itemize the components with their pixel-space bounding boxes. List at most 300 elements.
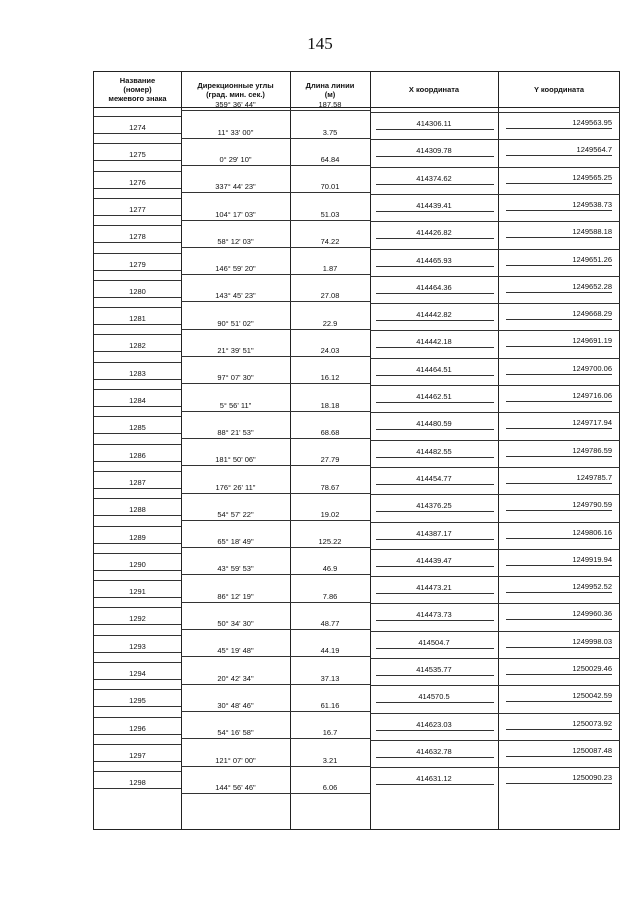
underline (290, 766, 370, 767)
row-line (94, 717, 181, 718)
row-line (498, 522, 620, 523)
direction-angle: 45° 19' 48" (217, 646, 254, 656)
point-name: 1279 (129, 259, 146, 269)
x-coordinate: 414480.59 (416, 419, 452, 429)
point-name: 1277 (129, 204, 146, 214)
row-line (370, 412, 498, 413)
underline (181, 602, 290, 603)
row-line (370, 221, 498, 222)
row-line (370, 740, 498, 741)
row-line (498, 112, 620, 113)
point-name: 1276 (129, 177, 146, 187)
page-number: 145 (307, 34, 333, 53)
underline (290, 711, 370, 712)
y-coordinate: 1250087.48 (572, 745, 612, 755)
point-name: 1292 (129, 614, 146, 624)
row-line (370, 112, 498, 113)
point-name: 1282 (129, 341, 146, 351)
underline (290, 411, 370, 412)
x-coordinate: 414465.93 (416, 255, 452, 265)
underline (290, 438, 370, 439)
underline (376, 429, 494, 430)
underline (290, 465, 370, 466)
point-name: 1291 (129, 587, 146, 597)
row-line (94, 171, 181, 172)
line-length: 19.02 (320, 509, 340, 519)
underline (181, 465, 290, 466)
row-line (94, 461, 181, 462)
underline (376, 511, 494, 512)
direction-angle: 121° 07' 00" (215, 755, 256, 765)
underline (181, 301, 290, 302)
row-line (94, 652, 181, 653)
x-coordinate: 414376.25 (416, 501, 452, 511)
line-length: 125.22 (318, 537, 342, 547)
y-coordinate: 1249588.18 (572, 227, 612, 237)
underline (506, 155, 612, 156)
underline (506, 128, 612, 129)
y-coordinate: 1250073.92 (572, 718, 612, 728)
underline (290, 520, 370, 521)
underline (506, 401, 612, 402)
header-x: X координата (408, 85, 460, 94)
underline (376, 320, 494, 321)
underline (376, 184, 494, 185)
row-line (370, 685, 498, 686)
row-line (94, 143, 181, 144)
row-line (370, 767, 498, 768)
underline (181, 356, 290, 357)
row-line (94, 706, 181, 707)
point-name: 1294 (129, 669, 146, 678)
direction-angle: 97° 07' 30" (217, 373, 254, 383)
row-line (498, 713, 620, 714)
direction-angle: 20° 42' 34" (217, 673, 254, 683)
row-line (370, 139, 498, 140)
x-coordinate: 414442.18 (416, 337, 452, 347)
point-name: 1275 (129, 150, 146, 160)
point-name: 1286 (129, 450, 146, 460)
line-length: 24.03 (320, 346, 340, 356)
underline (181, 629, 290, 630)
x-coordinate: 414631.12 (416, 774, 452, 784)
row-line (94, 133, 181, 134)
underline (506, 374, 612, 375)
row-line (498, 385, 620, 386)
header-name: Название (номер) межевого знака (108, 76, 167, 103)
point-name: 1290 (129, 559, 146, 569)
x-coordinate: 414306.11 (416, 119, 452, 128)
x-coordinate: 414632.78 (416, 746, 452, 756)
row-line (94, 788, 181, 789)
underline (290, 793, 370, 794)
row-line (498, 631, 620, 632)
row-line (370, 330, 498, 331)
row-line (94, 362, 181, 363)
underline (506, 483, 612, 484)
line-length: 7.86 (322, 591, 338, 601)
row-line (94, 280, 181, 281)
line-length: 61.16 (320, 700, 340, 710)
underline (376, 266, 494, 267)
row-line (94, 270, 181, 271)
underline (506, 237, 612, 238)
point-name: 1281 (129, 314, 146, 324)
x-coordinate: 414623.03 (416, 719, 452, 729)
direction-angle: 54° 16' 58" (217, 728, 254, 738)
row-line (498, 303, 620, 304)
underline (290, 110, 370, 111)
underline (181, 793, 290, 794)
row-line (370, 385, 498, 386)
underline (376, 539, 494, 540)
line-length: 6.06 (322, 782, 338, 792)
underline (181, 684, 290, 685)
underline (506, 346, 612, 347)
underline (290, 220, 370, 221)
underline (376, 648, 494, 649)
direction-angle: 176° 26' 11" (215, 482, 256, 492)
y-coordinate: 1249700.06 (572, 363, 612, 373)
underline (506, 783, 612, 784)
direction-angle: 11° 33' 00" (217, 127, 254, 137)
row-line (94, 635, 181, 636)
direction-angle: 21° 39' 51" (217, 346, 254, 356)
underline (506, 319, 612, 320)
underline (181, 493, 290, 494)
row-line (370, 467, 498, 468)
point-name: 1283 (129, 368, 146, 378)
direction-angle: 50° 34' 30" (217, 619, 254, 629)
row-line (498, 685, 620, 686)
underline (376, 457, 494, 458)
point-name: 1284 (129, 396, 146, 405)
header-y: Y координата (533, 85, 585, 94)
underline (181, 383, 290, 384)
row-line (370, 494, 498, 495)
row-line (498, 358, 620, 359)
row-line (94, 116, 181, 117)
line-length: 48.77 (320, 619, 340, 629)
row-line (370, 522, 498, 523)
row-line (498, 194, 620, 195)
direction-angle: 65° 18' 49" (217, 537, 254, 547)
line-length: 46.9 (322, 564, 338, 574)
underline (506, 456, 612, 457)
row-line (370, 603, 498, 604)
y-coordinate: 1250090.23 (572, 773, 612, 783)
row-line (370, 358, 498, 359)
underline (290, 656, 370, 657)
underline (181, 547, 290, 548)
direction-angle: 86° 12' 19" (217, 591, 254, 601)
underline (506, 538, 612, 539)
underline (506, 674, 612, 675)
row-line (498, 549, 620, 550)
row-line (94, 761, 181, 762)
row-line (94, 734, 181, 735)
line-length: 78.67 (320, 482, 340, 492)
x-coordinate: 414473.73 (416, 610, 452, 620)
y-coordinate: 1249538.73 (572, 199, 612, 209)
x-coordinate: 414504.7 (418, 637, 450, 647)
y-coordinate: 1249563.95 (572, 118, 612, 127)
line-length: 16.12 (320, 373, 340, 383)
row-line (94, 515, 181, 516)
line-length: 16.7 (322, 728, 338, 738)
row-line (94, 307, 181, 308)
row-line (94, 188, 181, 189)
row-line (94, 225, 181, 226)
direction-angle: 5° 56' 11" (219, 400, 252, 410)
row-line (94, 624, 181, 625)
underline (290, 138, 370, 139)
underline (290, 192, 370, 193)
row-line (94, 324, 181, 325)
line-length: 187.58 (318, 100, 342, 110)
line-length: 37.13 (320, 673, 340, 683)
y-coordinate: 1249998.03 (572, 636, 612, 646)
row-line (370, 440, 498, 441)
underline (506, 265, 612, 266)
point-name: 1288 (129, 505, 146, 515)
y-coordinate: 1249716.06 (572, 391, 612, 400)
underline (181, 574, 290, 575)
row-line (498, 603, 620, 604)
x-coordinate: 414462.51 (416, 392, 452, 401)
underline (506, 701, 612, 702)
underline (376, 375, 494, 376)
underline (290, 602, 370, 603)
underline (290, 356, 370, 357)
x-coordinate: 414439.47 (416, 555, 452, 565)
underline (290, 547, 370, 548)
point-name: 1285 (129, 423, 146, 433)
underline (290, 629, 370, 630)
row-line (94, 215, 181, 216)
row-line (94, 297, 181, 298)
row-line (94, 526, 181, 527)
row-line (94, 416, 181, 417)
y-coordinate: 1249786.59 (572, 445, 612, 455)
underline (376, 156, 494, 157)
underline (290, 165, 370, 166)
underline (290, 274, 370, 275)
underline (506, 729, 612, 730)
x-coordinate: 414374.62 (416, 173, 452, 183)
line-length: 18.18 (320, 400, 340, 410)
y-coordinate: 1249952.52 (572, 582, 612, 592)
x-coordinate: 414309.78 (416, 146, 452, 156)
direction-angle: 90° 51' 02" (217, 318, 254, 328)
underline (181, 247, 290, 248)
row-line (94, 198, 181, 199)
underline (290, 574, 370, 575)
x-coordinate: 414535.77 (416, 665, 452, 674)
underline (376, 675, 494, 676)
underline (506, 565, 612, 566)
underline (506, 510, 612, 511)
row-line (94, 498, 181, 499)
row-line (94, 471, 181, 472)
point-name: 1274 (129, 123, 146, 132)
y-coordinate: 1249565.25 (572, 172, 612, 182)
row-line (94, 744, 181, 745)
direction-angle: 43° 59' 53" (217, 564, 254, 574)
underline (181, 711, 290, 712)
row-line (94, 607, 181, 608)
y-coordinate: 1249960.36 (572, 609, 612, 619)
line-length: 22.9 (322, 318, 338, 328)
point-name: 1293 (129, 641, 146, 651)
row-line (94, 771, 181, 772)
point-name: 1278 (129, 232, 146, 242)
x-coordinate: 414442.82 (416, 310, 452, 320)
direction-angle: 58° 12' 03" (217, 236, 254, 246)
underline (376, 402, 494, 403)
point-name: 1287 (129, 477, 146, 487)
underline (506, 756, 612, 757)
line-length: 68.68 (320, 427, 340, 437)
line-length: 64.84 (320, 154, 340, 164)
row-line (94, 253, 181, 254)
y-coordinate: 1250042.59 (572, 691, 612, 701)
x-coordinate: 414439.41 (416, 200, 452, 210)
row-line (370, 276, 498, 277)
x-coordinate: 414473.21 (416, 583, 452, 593)
direction-angle: 337° 44' 23" (215, 182, 256, 192)
line-length: 3.75 (322, 127, 338, 137)
underline (506, 210, 612, 211)
row-line (498, 576, 620, 577)
x-coordinate: 414570.5 (418, 692, 450, 702)
direction-angle: 144° 56' 46" (215, 782, 256, 792)
underline (181, 438, 290, 439)
row-line (370, 249, 498, 250)
row-line (370, 549, 498, 550)
line-length: 51.03 (320, 209, 340, 219)
row-line (94, 580, 181, 581)
underline (376, 129, 494, 130)
row-line (94, 406, 181, 407)
row-line (370, 576, 498, 577)
underline (376, 702, 494, 703)
x-coordinate: 414387.17 (416, 528, 452, 538)
underline (290, 329, 370, 330)
point-name: 1295 (129, 696, 146, 706)
underline (376, 620, 494, 621)
y-coordinate: 1249785.7 (576, 472, 612, 482)
row-line (94, 389, 181, 390)
underline (181, 274, 290, 275)
y-coordinate: 1249919.94 (572, 554, 612, 564)
row-line (498, 167, 620, 168)
row-line (370, 658, 498, 659)
underline (290, 738, 370, 739)
underline (181, 520, 290, 521)
direction-angle: 146° 59' 20" (215, 264, 256, 274)
row-line (498, 412, 620, 413)
direction-angle: 0° 29' 10" (219, 154, 252, 164)
header-angle: Дирекционные углы (град. мин. сек.) (197, 80, 274, 99)
line-length: 27.79 (320, 455, 340, 465)
line-length: 74.22 (320, 236, 340, 246)
line-length: 27.08 (320, 291, 340, 301)
direction-angle: 104° 17' 03" (215, 209, 256, 219)
row-line (94, 570, 181, 571)
underline (376, 293, 494, 294)
row-line (498, 139, 620, 140)
underline (376, 593, 494, 594)
row-line (94, 597, 181, 598)
row-line (370, 194, 498, 195)
x-coordinate: 414464.36 (416, 282, 452, 292)
underline (181, 766, 290, 767)
row-line (94, 689, 181, 690)
y-coordinate: 1249652.28 (572, 281, 612, 291)
direction-angle: 30° 48' 46" (217, 700, 254, 710)
underline (506, 428, 612, 429)
y-coordinate: 1249790.59 (572, 500, 612, 510)
underline (506, 592, 612, 593)
underline (181, 110, 290, 111)
underline (290, 247, 370, 248)
underline (506, 183, 612, 184)
underline (506, 619, 612, 620)
underline (376, 566, 494, 567)
row-line (370, 631, 498, 632)
y-coordinate: 1249717.94 (572, 418, 612, 428)
row-line (94, 433, 181, 434)
underline (290, 301, 370, 302)
row-line (94, 488, 181, 489)
x-coordinate: 414464.51 (416, 364, 452, 374)
row-line (94, 160, 181, 161)
x-coordinate: 414482.55 (416, 446, 452, 456)
underline (506, 647, 612, 648)
underline (181, 220, 290, 221)
y-coordinate: 1249564.7 (576, 145, 612, 155)
direction-angle: 359° 36' 44" (215, 100, 256, 110)
underline (181, 138, 290, 139)
y-coordinate: 1249691.19 (572, 336, 612, 346)
underline (506, 292, 612, 293)
underline (376, 757, 494, 758)
direction-angle: 181° 50' 06" (215, 455, 256, 465)
row-line (94, 351, 181, 352)
row-line (94, 679, 181, 680)
row-line (498, 767, 620, 768)
row-line (94, 553, 181, 554)
header-length: Длина линии (м) (305, 80, 355, 99)
y-coordinate: 1249651.26 (572, 254, 612, 264)
underline (376, 347, 494, 348)
line-length: 44.19 (320, 646, 340, 656)
x-coordinate: 414454.77 (416, 473, 452, 483)
underline (181, 329, 290, 330)
y-coordinate: 1250029.46 (572, 664, 612, 673)
row-line (370, 713, 498, 714)
underline (376, 784, 494, 785)
direction-angle: 54° 57' 22" (217, 509, 254, 519)
row-line (498, 330, 620, 331)
row-line (498, 440, 620, 441)
row-line (498, 467, 620, 468)
underline (181, 192, 290, 193)
y-coordinate: 1249806.16 (572, 527, 612, 537)
line-length: 3.21 (322, 755, 338, 765)
point-name: 1298 (129, 778, 146, 788)
